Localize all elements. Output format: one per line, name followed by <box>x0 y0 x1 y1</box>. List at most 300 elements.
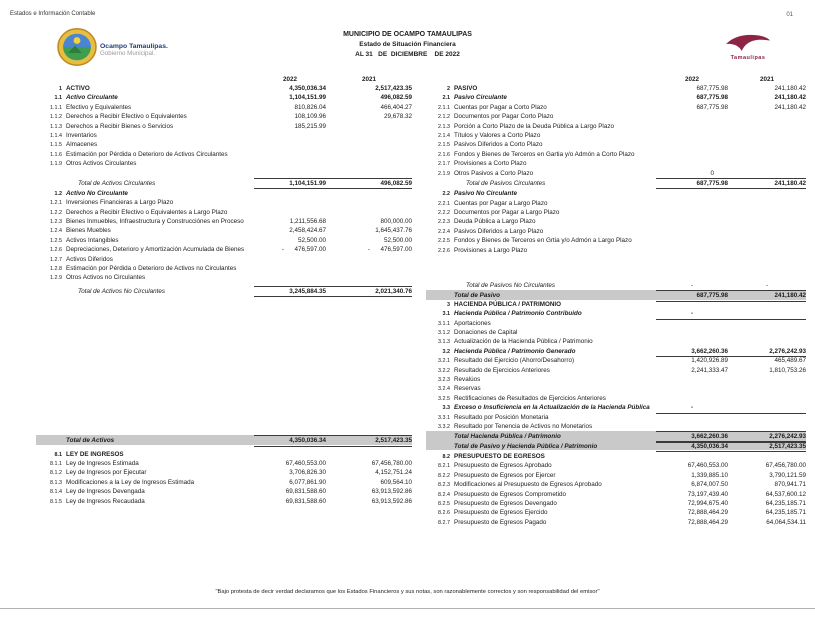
account-label: Resultado por Tenencia de Activos no Monetarios <box>454 422 593 430</box>
table-row <box>426 356 806 365</box>
table-row <box>426 246 806 255</box>
table-row <box>36 286 412 295</box>
account-code: 8.2.2 <box>438 472 450 479</box>
table-row <box>426 290 806 299</box>
account-code: 2.2.2 <box>438 210 450 217</box>
amount-2022: 3,706,826.30 <box>289 469 326 477</box>
amount-2021: 241,180.42 <box>774 292 806 300</box>
account-label: Derechos a Recibir Efectivo o Equivalentes a Largo Plazo <box>66 208 228 216</box>
year-column-header: 2022 <box>282 75 297 83</box>
table-row <box>36 122 412 131</box>
account-label: Títulos y Valores a Corto Plazo <box>454 131 541 139</box>
account-label: Modificaciones a la Ley de Ingresos Estimada <box>66 478 195 486</box>
account-code: 2.1.9 <box>438 170 450 177</box>
table-row <box>426 422 806 431</box>
account-label: Pasivo Circulante <box>454 94 507 102</box>
account-label: Derechos a Recibir Bienes o Servicios <box>66 122 174 130</box>
attestation-footer-note: "Bajo protesta de decir verdad declaramos que los Estados Financieros y sus notas, son razonablemente correctos y son responsabilidad del emisor" <box>215 589 600 595</box>
table-row <box>36 255 412 264</box>
amount-2021: 63,913,592.86 <box>371 497 412 505</box>
account-code: 2.1 <box>442 95 450 102</box>
amount-2021: 64,235,185.71 <box>765 500 806 508</box>
account-code: 1.2 <box>54 190 62 197</box>
amount-2021: 4,152,751.24 <box>375 469 412 477</box>
account-code: 1.1.3 <box>50 123 62 130</box>
amount-2022: - <box>690 310 694 318</box>
account-label: Pasivo No Circulante <box>454 190 517 198</box>
amount-2022: 185,215.99 <box>294 122 326 130</box>
account-code: 1.2.6 <box>50 247 62 254</box>
account-code: 2.1.5 <box>438 142 450 149</box>
account-label: Aportaciones <box>454 319 491 327</box>
table-row <box>426 159 806 168</box>
state-logo-text: Tamaulipas <box>730 55 766 61</box>
table-row <box>426 452 806 461</box>
table-row <box>426 112 806 121</box>
account-code: 2.2.5 <box>438 238 450 245</box>
account-code: 1.2.7 <box>50 256 62 263</box>
account-label: Pasivos Diferidos a Corto Plazo <box>454 141 543 149</box>
amount-2022: - 476,597.00 <box>281 246 326 254</box>
table-row <box>426 403 806 412</box>
table-row <box>426 208 806 217</box>
account-label: Provisiones a Corto Plazo <box>454 160 527 168</box>
amount-2021: 64,064,534.11 <box>766 518 806 526</box>
amount-2021: 2,517,423.35 <box>769 442 806 450</box>
table-row <box>426 441 806 450</box>
table-row <box>426 189 806 198</box>
spacer <box>36 295 412 435</box>
amount-2021: 2,517,423.35 <box>375 85 412 92</box>
table-row <box>426 319 806 328</box>
account-code: 2.2 <box>442 191 450 198</box>
account-code: 1.2.4 <box>50 228 62 235</box>
account-label: Revalúos <box>454 375 481 383</box>
account-code: 8.2.3 <box>438 482 450 489</box>
account-code: 8.2.6 <box>438 510 450 517</box>
account-code: 2.1.3 <box>438 123 450 130</box>
report-title-line2: Estado de Situación Financiera <box>359 41 456 48</box>
table-row <box>426 499 806 508</box>
table-row <box>426 508 806 517</box>
table-row <box>36 131 412 140</box>
account-label: Ley de Ingresos Estimada <box>66 459 139 467</box>
table-row <box>36 140 412 149</box>
account-label: Estimación por Pérdida o Deterioro de Activos Circulantes <box>66 150 228 158</box>
account-code: 2.2.4 <box>438 228 450 235</box>
amount-2021: 800,000.00 <box>380 218 412 226</box>
year-header-row <box>36 69 412 84</box>
amount-2021: 496,082.59 <box>380 94 412 102</box>
amount-2022: 4,350,036.34 <box>691 442 728 450</box>
account-label: Fondos y Bienes de Terceros en Gartia y/o Admón a Corto Plazo <box>454 150 635 158</box>
account-code: 1.2.1 <box>50 200 62 207</box>
state-logo <box>716 33 780 61</box>
amount-2022: 2,241,333.47 <box>691 366 728 374</box>
amount-2021 <box>326 122 412 131</box>
table-row <box>426 103 806 112</box>
account-label: Pasivos Diferidos a Largo Plazo <box>454 227 544 235</box>
account-code: 8.2.7 <box>438 519 450 526</box>
table-row <box>36 112 412 121</box>
amount-2021: 2,517,423.35 <box>375 437 412 445</box>
account-label: Presupuesto de Egresos Aprobado <box>454 462 552 470</box>
table-row <box>36 93 412 102</box>
account-code: 1.2.8 <box>50 266 62 273</box>
table-row <box>36 84 412 93</box>
amount-2021: 870,941.71 <box>774 481 806 489</box>
account-code: 8.1.1 <box>50 460 62 467</box>
account-label: Cuentas por Pagar a Largo Plazo <box>454 199 548 207</box>
amount-2021: 466,404.27 <box>380 103 412 111</box>
account-label: Derechos a Recibir Efectivo o Equivalentes <box>66 113 187 121</box>
account-code: 2.1.7 <box>438 161 450 168</box>
account-label: Total de Activos Circulantes <box>78 179 156 187</box>
amount-2022: 1,420,926.89 <box>691 357 728 365</box>
amount-2021: 64,537,600.12 <box>765 490 806 498</box>
table-row <box>426 366 806 375</box>
spacer <box>426 255 806 281</box>
account-label: Modificaciones al Presupuesto de Egresos Aprobado <box>454 481 602 489</box>
amount-2022: 2,458,424.67 <box>289 227 326 235</box>
amount-2022: 69,831,588.60 <box>285 497 326 505</box>
amount-2021: 241,180.42 <box>774 103 806 111</box>
amount-2022: 3,662,260.36 <box>691 347 728 355</box>
amount-2022: 52,500.00 <box>297 236 326 244</box>
account-label: Otros Activos no Circulantes <box>66 274 146 282</box>
account-code: 1.2.2 <box>50 209 62 216</box>
account-label: Almacenes <box>66 141 98 149</box>
account-code: 8.2.4 <box>438 491 450 498</box>
amount-2022: 72,888,464.29 <box>687 509 728 517</box>
amount-2021: 465,489.67 <box>774 357 806 365</box>
account-label: Deuda Pública a Largo Plazo <box>454 218 536 226</box>
table-row <box>426 199 806 208</box>
table-row <box>426 309 806 318</box>
account-label: Documentos por Pagar Corto Plazo <box>454 113 554 121</box>
amount-2022: 1,104,151.99 <box>289 179 326 187</box>
account-label: Presupuesto de Egresos Pagado <box>454 518 547 526</box>
table-row <box>36 198 412 207</box>
account-code: 1.2.9 <box>50 275 62 282</box>
amount-2022: 687,775.98 <box>696 103 728 111</box>
account-code: 2.1.2 <box>438 114 450 121</box>
amount-2022: 3,245,884.35 <box>289 287 326 295</box>
account-code: 8.1.4 <box>50 489 62 496</box>
report-title-line3: AL 31 DE DICIEMBRE DE 2022 <box>355 51 460 58</box>
amount-2021: 2,276,242.93 <box>769 433 806 441</box>
table-row <box>426 150 806 159</box>
amount-2022: - <box>690 404 694 412</box>
amount-2021: 2,276,242.93 <box>769 347 806 355</box>
amount-2021: 63,913,592.86 <box>371 488 412 496</box>
account-code: 1.2.5 <box>50 237 62 244</box>
table-row <box>426 236 806 245</box>
amount-2022: 67,460,553.00 <box>687 462 728 470</box>
account-code: 2.1.1 <box>438 104 450 111</box>
account-label: Bienes Inmuebles, Infraestructura y Construcciónes en Proceso <box>66 218 244 226</box>
account-label: Depreciaciones, Deterioro y Amortización Acumulada de Bienes <box>66 246 245 254</box>
table-row <box>36 178 412 187</box>
account-code: 3.2.4 <box>438 386 450 393</box>
account-code: 3.1.2 <box>438 329 450 336</box>
table-row <box>36 103 412 112</box>
amount-2021 <box>728 309 806 318</box>
account-code: 3.1 <box>442 311 450 318</box>
amount-2021 <box>728 403 806 412</box>
account-label: Presupuesto de Egresos Comprometido <box>454 490 567 498</box>
account-label: ACTIVO <box>66 85 90 92</box>
amount-2022: 4,350,036.34 <box>289 437 326 445</box>
table-row <box>36 478 412 487</box>
account-label: Presupuesto de Egresos Ejercido <box>454 509 548 517</box>
table-row <box>426 84 806 93</box>
table-row <box>426 384 806 393</box>
amount-2022: 6,874,007.50 <box>691 481 728 489</box>
account-code: 3.3.2 <box>438 423 450 430</box>
amount-2022: 73,197,439.40 <box>687 490 728 498</box>
account-label: Ley de Ingresos Devengada <box>66 488 145 496</box>
year-column-header: 2022 <box>684 75 699 83</box>
account-label: Total de Pasivos No Circulantes <box>466 282 556 290</box>
account-code: 3.2.2 <box>438 367 450 374</box>
account-code: 1.1.2 <box>50 114 62 121</box>
account-label: Rectificaciones de Resultados de Ejercicios Anteriores <box>454 394 606 402</box>
amount-2022: 0 <box>710 169 728 177</box>
report-title-block <box>0 30 815 60</box>
table-row <box>426 178 806 187</box>
table-row <box>36 450 412 459</box>
table-row <box>426 169 806 178</box>
account-label: Total Hacienda Pública / Patrimonio <box>454 433 561 441</box>
amount-2022: 810,826.04 <box>294 103 326 111</box>
amount-2022: 67,460,553.00 <box>285 459 326 467</box>
account-code: 1.2.3 <box>50 219 62 226</box>
table-row <box>426 131 806 140</box>
table-row <box>426 122 806 131</box>
account-code: 8.1 <box>54 451 62 458</box>
spacer <box>36 169 412 178</box>
account-code: 3.1.3 <box>438 339 450 346</box>
table-row <box>426 394 806 403</box>
account-code: 8.1.5 <box>50 498 62 505</box>
table-row <box>426 93 806 102</box>
account-label: Activos Diferidos <box>66 255 113 263</box>
account-label: Total de Activos <box>66 437 115 445</box>
account-code: 3.3 <box>442 405 450 412</box>
amount-2021 <box>728 169 806 178</box>
municipality-subtitle: Gobierno Municipal. <box>100 49 156 57</box>
table-row <box>426 375 806 384</box>
table-row <box>426 461 806 470</box>
table-row <box>36 236 412 245</box>
table-row <box>426 140 806 149</box>
amount-2021: 241,180.42 <box>774 179 806 187</box>
account-label: PASIVO <box>454 85 478 92</box>
amount-2021: 64,235,185.71 <box>765 509 806 517</box>
account-label: Activo Circulante <box>66 94 118 102</box>
account-code: 3.2.5 <box>438 395 450 402</box>
amount-2021: 241,180.42 <box>774 94 806 102</box>
account-code: 8.1.3 <box>50 479 62 486</box>
account-label: Donaciones de Capital <box>454 328 518 336</box>
account-label: Total de Activos No Circulantes <box>78 287 166 295</box>
amount-2021: 241,180.42 <box>774 85 806 92</box>
account-label: Hacienda Pública / Patrimonio Contribuido <box>454 310 582 318</box>
table-row <box>426 480 806 489</box>
table-row <box>426 471 806 480</box>
account-label: Ley de Ingresos Recaudada <box>66 497 145 505</box>
amount-2021: 1,645,437.76 <box>375 227 412 235</box>
amount-2022: 108,109.96 <box>294 113 326 121</box>
account-code: 3.2 <box>442 348 450 355</box>
account-label: Hacienda Pública / Patrimonio Generado <box>454 347 576 355</box>
account-label: Otros Activos Circulantes <box>66 160 137 168</box>
account-label: Efectivo y Equivalentes <box>66 103 132 111</box>
account-code: 1.1.1 <box>50 104 62 111</box>
year-header-row <box>426 69 806 84</box>
account-code: 1.1.4 <box>50 132 62 139</box>
account-label: Inventarios <box>66 131 97 139</box>
account-label: Otros Pasivos a Corto Plazo <box>454 169 534 177</box>
account-label: Activo No Circulante <box>66 189 128 197</box>
amount-2022: 72,994,675.40 <box>687 500 728 508</box>
amount-2021: 496,082.59 <box>380 179 412 187</box>
account-label: Total de Pasivos Circulantes <box>466 179 546 187</box>
table-row <box>36 435 412 444</box>
account-label: Fondos y Bienes de Terceros en Grtia y/o Admón a Largo Plazo <box>454 237 632 245</box>
amount-2021: - 476,597.00 <box>367 246 412 254</box>
table-row <box>426 431 806 440</box>
table-row <box>36 159 412 168</box>
account-label: Exceso o Insuficiencia en la Actualización de la Hacienda Pública <box>454 404 650 412</box>
account-label: Inversiones Financieras a Largo Plazo <box>66 199 174 207</box>
amount-2022: 4,350,036.34 <box>289 85 326 92</box>
table-row <box>36 468 412 477</box>
account-code: 2.2.6 <box>438 247 450 254</box>
account-label: HACIENDA PÚBLICA / PATRIMONIO <box>454 300 562 308</box>
table-row <box>36 150 412 159</box>
account-label: Estimación por Pérdida o Deterioro de Activos no Circulantes <box>66 265 237 273</box>
account-label: Presupuesto de Egresos Devengado <box>454 500 557 508</box>
account-label: Reservas <box>454 385 481 393</box>
table-row <box>426 490 806 499</box>
account-label: Total de Pasivo y Hacienda Pública / Patrimonio <box>454 442 598 450</box>
account-code: 8.1.2 <box>50 470 62 477</box>
table-row <box>36 459 412 468</box>
table-row <box>426 328 806 337</box>
account-label: Total de Pasivo <box>454 292 500 300</box>
account-code: 8.2.5 <box>438 501 450 508</box>
account-label: Porción a Corto Plazo de la Deuda Pública a Largo Plazo <box>454 122 614 130</box>
table-row <box>36 189 412 198</box>
amount-2022: 687,775.98 <box>696 94 728 102</box>
page-number: 01 <box>786 12 793 18</box>
account-label: Bienes Muebles <box>66 227 111 235</box>
amount-2021: 3,790,121.59 <box>769 471 806 479</box>
municipality-name: Ocampo Tamaulipas. <box>100 42 168 50</box>
account-code: 2.2.3 <box>438 219 450 226</box>
amount-2022: - <box>690 282 694 290</box>
account-label: PRESUPUESTO DE EGRESOS <box>454 453 545 461</box>
account-code: 2.2.1 <box>438 200 450 207</box>
account-label: Documentos por Pagar a Largo Plazo <box>454 209 560 217</box>
amount-2021: - <box>765 282 769 290</box>
account-label: LEY DE INGRESOS <box>66 450 124 458</box>
assets-column <box>36 69 412 506</box>
table-row <box>36 264 412 273</box>
amount-2021: 52,500.00 <box>383 236 412 244</box>
amount-2022: 69,831,588.60 <box>285 488 326 496</box>
account-code: 1.1.6 <box>50 151 62 158</box>
account-label: Resultado de Ejercicios Anteriores <box>454 366 550 374</box>
amount-2021: 67,456,780.00 <box>765 462 806 470</box>
amount-2022: 1,339,885.10 <box>691 471 728 479</box>
report-title-line1: MUNICIPIO DE OCAMPO TAMAULIPAS <box>343 31 472 38</box>
account-code: 3.3.1 <box>438 414 450 421</box>
account-label: Provisiones a Largo Plazo <box>454 246 528 254</box>
account-code: 3.2.3 <box>438 376 450 383</box>
account-label: Presupuesto de Egresos por Ejercer <box>454 471 556 479</box>
table-row <box>36 497 412 506</box>
tamaulipas-logo-icon <box>725 38 771 55</box>
table-row <box>426 337 806 346</box>
year-column-header: 2021 <box>759 75 774 83</box>
account-code: 1.1.5 <box>50 142 62 149</box>
amount-2021: 67,456,780.00 <box>371 459 412 467</box>
account-code: 1.1 <box>54 95 62 102</box>
account-code: 3 <box>447 301 450 308</box>
account-label: Actualización de la Hacienda Pública / Patrimonio <box>454 338 593 346</box>
bottom-divider <box>0 608 815 609</box>
account-code: 1 <box>59 86 62 92</box>
account-code: 2.1.6 <box>438 151 450 158</box>
amount-2021: 2,021,340.76 <box>375 287 412 295</box>
table-row <box>426 281 806 290</box>
account-label: Cuentas por Pagar a Corto Plazo <box>454 103 547 111</box>
account-code: 2 <box>447 86 450 92</box>
table-row <box>426 217 806 226</box>
account-code: 1.1.9 <box>50 161 62 168</box>
liabilities-equity-column <box>426 69 806 527</box>
account-code: 8.2.1 <box>438 463 450 470</box>
table-row <box>426 518 806 527</box>
account-code: 3.2.1 <box>438 358 450 365</box>
amount-2021: 1,810,753.26 <box>769 366 806 374</box>
amount-2022: 687,775.98 <box>696 85 728 92</box>
table-row <box>36 226 412 235</box>
amount-2022: 1,104,151.99 <box>289 94 326 102</box>
table-row <box>36 245 412 254</box>
amount-2022: 687,775.98 <box>696 179 728 187</box>
amount-2021: 609,564.10 <box>380 478 412 486</box>
account-code: 2.1.4 <box>438 132 450 139</box>
amount-2022: 1,211,556.68 <box>289 218 326 226</box>
amount-2022: 72,888,464.29 <box>687 518 728 526</box>
table-row <box>426 227 806 236</box>
table-row <box>426 347 806 356</box>
amount-2022: 6,077,861.90 <box>289 478 326 486</box>
account-code: 8.2 <box>442 454 450 461</box>
amount-2022: 687,775.98 <box>696 292 728 300</box>
account-label: Resultado por Posición Monetaria <box>454 413 549 421</box>
amount-2022: 3,662,260.36 <box>691 433 728 441</box>
amount-2021: 29,678.32 <box>383 113 412 121</box>
table-row <box>36 273 412 282</box>
table-row <box>36 217 412 226</box>
table-row <box>36 208 412 217</box>
document-type-label: Estados e Información Contable <box>10 11 96 17</box>
